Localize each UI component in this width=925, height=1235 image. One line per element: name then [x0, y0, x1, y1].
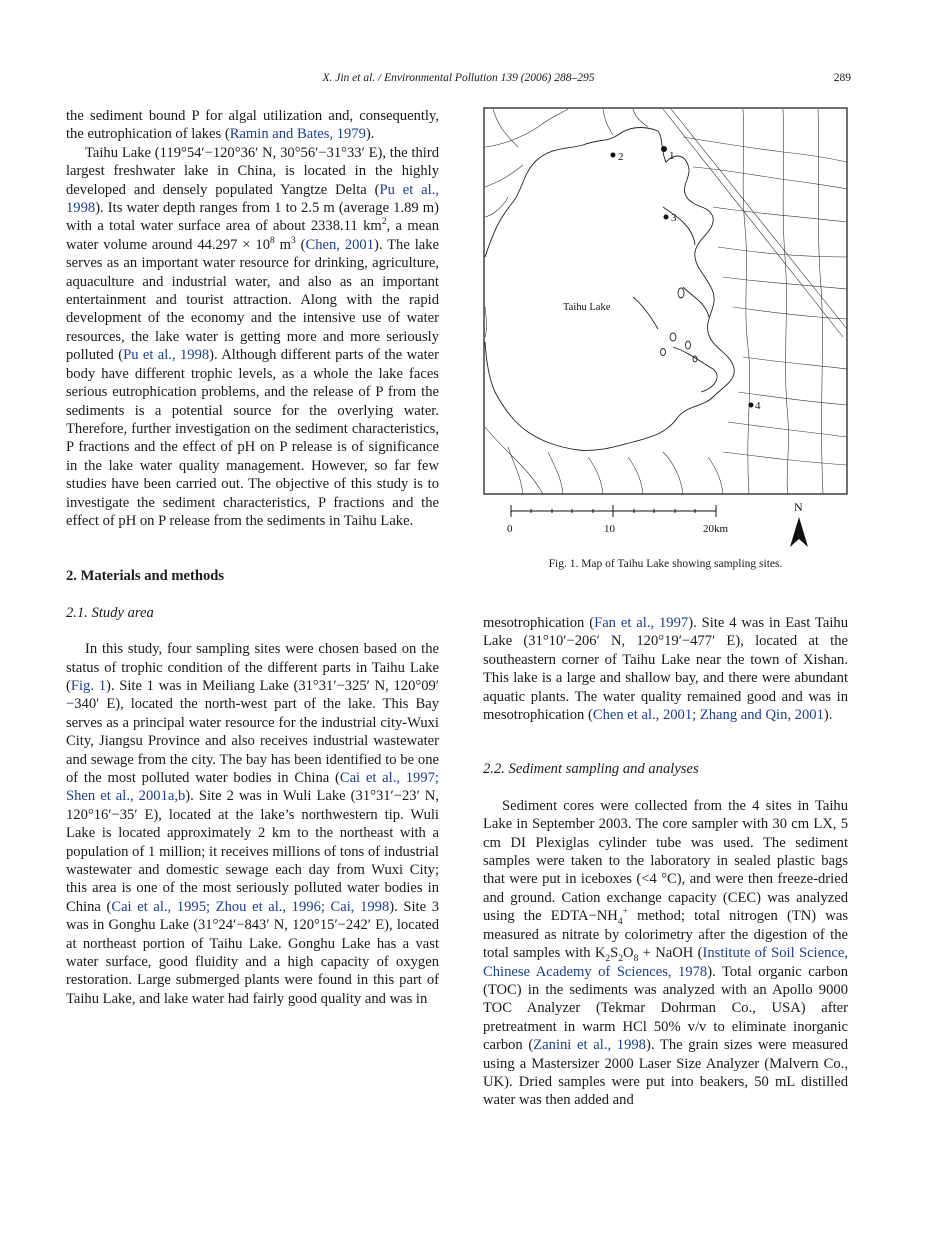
figure-map: [483, 107, 848, 577]
left-column: [66, 107, 439, 1008]
paragraph-sampling-sites: In this study, four sampling sites were chosen based on the status of trophic condition of the different parts in Taihu Lake (Fig. 1). Site 1 was in Meiliang Lake (31°31′−325′ N, 120°09′−340′ E), located the north-west part of the lake. This Bay serves as a principal water resource for the industrial city-Wuxi City, Jiangsu Province and also receives industrial wastewater and sewage from the city. The bay has been identified to be one of the most polluted water bodies in China (Cai et al., 1997; Shen et al., 2001a,b). Site 2 was in Wuli Lake (31°31′−23′ N, 120°16′−35′ E), located at the lake’s northwestern tip. Wuli Lake is located approximately 2 km to the northeast with a population of 1 million; it receives millions of tons of industrial wastewater and domestic sewage each day from Wuxi City; this area is one of the most seriously polluted water bodies in China (Cai et al., 1995; Zhou et al., 1996; Cai, 1998). Site 3 was in Gonghu Lake (31°24′−843′ N, 120°15′−242′ E), located at northeast portion of Taihu Lake. Gonghu Lake has a vast water surface, good fluidity and a high capacity of oxygen restoration. Large submerged plants were found in this part of Taihu Lake, and lake water had fairly good quality and was in: [66, 641, 440, 1007]
scale-bar: [511, 505, 716, 517]
paragraph-intro-end: the sediment bound P for algal utilization and, consequently, the eutrophication of lakes (Ramin and Bates, 1979).: [66, 108, 439, 143]
citation-chen-zhang[interactable]: Chen et al., 2001; Zhang and Qin, 2001: [592, 707, 824, 724]
scale-label-20: 20km: [703, 523, 729, 535]
citation-pu-1998-b[interactable]: Pu et al., 1998: [123, 347, 210, 364]
citation-cai-shen[interactable]: Cai et al., 1997; Shen et al., 2001a,b: [66, 770, 439, 805]
figure-caption: Fig. 1. Map of Taihu Lake showing sampling sites.: [548, 558, 783, 570]
north-arrow-icon: [790, 517, 808, 547]
site-label-4: 4: [755, 400, 761, 412]
site-label-1: 1: [669, 150, 675, 162]
citation-institute-soil-science[interactable]: Institute of Soil Science, Chinese Academy of Sciences, 1978: [483, 945, 848, 980]
citation-cai-zhou[interactable]: Cai et al., 1995; Zhou et al., 1996; Cai, 1998: [111, 898, 390, 915]
figure-reference[interactable]: Fig. 1: [70, 677, 107, 694]
north-label: N: [794, 500, 803, 514]
citation-chen-2001[interactable]: Chen, 2001: [305, 236, 375, 253]
citation-ramin-bates[interactable]: Ramin and Bates, 1979: [229, 126, 366, 143]
site-2-marker: [611, 153, 616, 158]
page-number: 289: [833, 72, 851, 84]
citation-zanini-1998[interactable]: Zanini et al., 1998: [533, 1037, 646, 1054]
section-heading: 2. Materials and methods: [66, 568, 225, 585]
subsection-heading-study-area: 2.1. Study area: [66, 604, 154, 621]
site-3-marker: [664, 215, 669, 220]
site-label-2: 2: [618, 151, 624, 163]
paragraph-site-4: mesotrophication (Fan et al., 1997). Site 4 was in East Taihu Lake (31°10′−206′ N, 120°19′−477′ E), located at the southeastern corner of Taihu Lake near the town of Xishan. This lake is a large and shallow bay, and there were abundant aquatic plants. The water quality remained good and was in mesotrophication (Chen et al., 2001; Zhang and Qin, 2001).: [483, 615, 848, 724]
scale-label-0: 0: [507, 523, 513, 535]
site-1-marker: [661, 146, 667, 152]
running-header: [66, 72, 851, 90]
paragraph-sediment-analyses: Sediment cores were collected from the 4 sites in Taihu Lake in September 2003. The core sampler with 30 cm LX, 5 cm DI Plexiglas cylinder tube was used. The sediment samples were taken to the laboratory in sealed plastic bags that were put in iceboxes (<4 °C), and were then freeze-dried and ground. Cation exchange capacity (CEC) was analyzed using the $EDTA-NH_4^+$ method; total nitrogen (TN) was measured as nitrate by colorimetry after the digestion of the total samples with $K_2S_2O_8$ + NaOH (Institute of Soil Science, Chinese Academy of Sciences, 1978). Total organic carbon (TOC) in the sediments was analyzed with an Apollo 9000 TOC Analyzer (Tekmar Dohrman Co., USA) after pretreatment in warm HCl 50% v/v to eliminate inorganic carbon (Zanini et al., 1998). The grain sizes were measured using a Mastersizer 2000 Laser Size Analyzer (Malvern Co., UK). Dried samples were put into beakers, 50 mL distilled water was then added and: [483, 797, 848, 1109]
paragraph-taihu-description: Taihu Lake (119°54′−120°36′ N, 30°56′−31°33′ E), the third largest freshwater lake in China, is located in the highly developed and densely populated Yangtze Delta (Pu et al., 1998). Its water depth ranges from 1 to 2.5 m (average 1.89 m) with a total water surface area of about 2338.11 $km^2$, a mean water volume around $44.297 \times 10^8$ $m^3$ (Chen, 2001). The lake serves as an important water resource for drinking, agriculture, aquaculture and industrial water, and also as an important entertainment and tourist attraction. Along with the rapid development of the economy and the intensive use of water resources, the lake water is getting more and more seriously polluted (Pu et al., 1998). Although different parts of the water body have different trophic levels, as a whole the lake faces serious eutrophication problems, and the release of P from the sediments is a potential source for the overlying water. Therefore, further investigation on the sediment characteristics, P fractions and the effect of pH on P release is of significance in the lake water quality management. However, so far few studies have been carried out. The objective of this study is to investigate the sediment characteristics, P fractions and the effect of pH on P release from the sediments in Taihu Lake.: [66, 144, 440, 529]
subsection-heading-sampling: 2.2. Sediment sampling and analyses: [483, 761, 699, 778]
taihu-lake-map: [483, 107, 848, 552]
citation-pu-1998-a[interactable]: Pu et al., 1998: [66, 181, 440, 217]
scale-label-10: 10: [604, 523, 615, 535]
citation-fan-1997[interactable]: Fan et al., 1997: [594, 615, 689, 631]
running-title: X. Jin et al. / Environmental Pollution 139 (2006) 288–295: [322, 72, 595, 84]
lake-label: Taihu Lake: [563, 302, 611, 313]
site-4-marker: [749, 403, 754, 408]
right-column: [483, 614, 848, 1110]
site-label-3: 3: [671, 212, 677, 224]
map-frame: [484, 108, 847, 494]
